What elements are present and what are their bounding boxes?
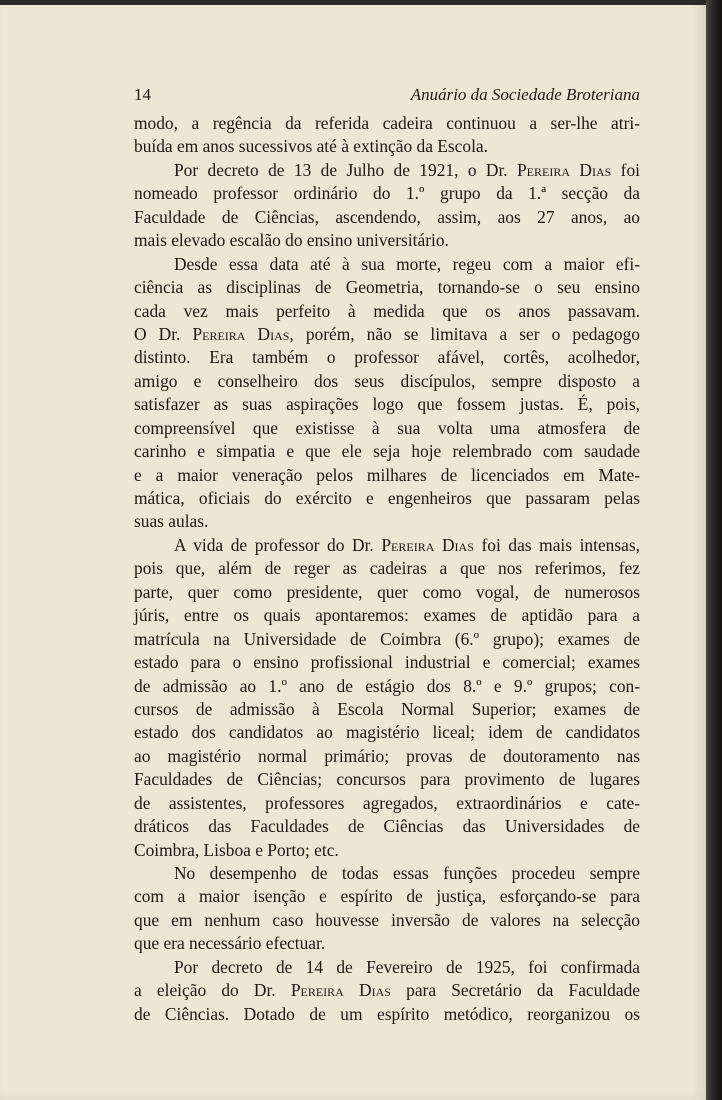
text-line — [134, 534, 640, 557]
text-line — [134, 346, 640, 369]
text-line — [134, 885, 640, 908]
text-line — [134, 182, 640, 205]
text-segment: de admissão ao 1.º ano de estágio dos 8.º e 9.º grupos; con- — [134, 675, 640, 696]
text-segment: O Dr. — [134, 323, 193, 344]
text-segment: estado para o ensino profissional industrial e comercial; exames — [134, 652, 640, 673]
text-segment: de assistentes, professores agregados, extraordinários e cate- — [134, 792, 640, 813]
text-segment: , porém, não se limitava a ser o pedagogo — [289, 323, 640, 344]
text-line — [134, 323, 640, 346]
paragraph — [134, 253, 640, 534]
text-segment: que era necessário efectuar. — [134, 933, 326, 954]
text-segment: júris, entre os quais apontaremos: exames de aptidão para a — [134, 605, 640, 626]
person-name-smallcaps: Pereira Dias — [192, 323, 290, 344]
text-segment: mais elevado escalão do ensino universitário. — [134, 230, 449, 251]
page-number: 14 — [134, 85, 151, 104]
text-segment: cursos de admissão à Escola Normal Superior; exames de — [134, 698, 640, 719]
paragraph — [134, 862, 640, 956]
text-line — [134, 721, 640, 744]
text-segment: de Ciências. Dotado de um espírito metódico, reorganizou os — [134, 1003, 640, 1024]
text-segment: buída em anos sucessivos até à extinção da Escola. — [134, 136, 488, 157]
text-segment: foi das mais intensas, — [473, 534, 640, 555]
text-segment: e a maior veneração pelos milhares de licenciados em Mate- — [134, 464, 640, 485]
text-segment: No desempenho de todas essas funções procedeu sempre — [174, 863, 640, 883]
paragraph — [134, 112, 640, 159]
text-segment: estado dos candidatos ao magistério liceal; idem de candidatos — [134, 722, 640, 743]
person-name-smallcaps: Pereira Dias — [290, 980, 391, 1001]
paragraph — [134, 534, 640, 862]
text-line — [134, 745, 640, 768]
text-line — [134, 839, 640, 862]
text-segment: com a maior isenção e espírito de justiça, esforçando-se para — [134, 886, 640, 907]
text-segment: compreensível que existisse à sua volta uma atmosfera de — [134, 417, 640, 438]
text-line — [134, 135, 640, 158]
text-line — [134, 909, 640, 932]
text-segment: mática, oficiais do exército e engenheiros que passaram pelas — [134, 488, 640, 508]
text-segment: amigo e conselheiro dos seus discípulos, sempre disposto a — [134, 370, 640, 391]
text-line — [134, 510, 640, 533]
text-line — [134, 792, 640, 815]
text-line — [134, 487, 640, 510]
text-segment: para Secretário da Faculdade — [390, 980, 640, 1001]
text-segment: suas aulas. — [134, 511, 209, 532]
body-text — [134, 112, 640, 1026]
text-line — [134, 581, 640, 604]
text-segment: Por decreto de 14 de Fevereiro de 1925, foi confirmada — [174, 956, 640, 977]
page-edge-shadow — [706, 0, 722, 1100]
text-segment: carinho e simpatia e que ele seja hoje relembrado com saudade — [134, 441, 640, 462]
text-line — [134, 300, 640, 323]
text-segment: a eleição do Dr. — [134, 980, 291, 1001]
running-title: Anuário da Sociedade Broteriana — [410, 85, 640, 104]
text-line — [134, 675, 640, 698]
text-segment: foi — [611, 159, 640, 180]
text-line — [134, 604, 640, 627]
text-segment: ciência as disciplinas de Geometria, tornando-se o seu ensino — [134, 277, 640, 298]
text-segment: Por decreto de 13 de Julho de 1921, o Dr. — [174, 159, 518, 180]
scan-top-border — [0, 0, 722, 5]
text-line — [134, 768, 640, 791]
text-line — [134, 956, 640, 979]
text-segment: parte, quer como presidente, quer como vogal, de numerosos — [134, 581, 640, 602]
text-line — [134, 370, 640, 393]
text-line — [134, 112, 640, 135]
text-line — [134, 253, 640, 276]
paragraph — [134, 956, 640, 1026]
text-line — [134, 628, 640, 651]
text-segment: satisfazer as suas aspirações logo que fossem justas. É, pois, — [134, 394, 640, 415]
text-line — [134, 440, 640, 463]
text-line — [134, 464, 640, 487]
person-name-smallcaps: Pereira Dias — [517, 159, 612, 180]
text-segment: pois que, além de reger as cadeiras a que nos referimos, fez — [134, 558, 640, 579]
paragraph — [134, 159, 640, 253]
page-header — [134, 83, 640, 107]
text-line — [134, 932, 640, 955]
text-segment: ao magistério normal primário; provas de doutoramento nas — [134, 745, 640, 766]
text-segment: cada vez mais perfeito à medida que os anos passavam. — [134, 300, 640, 321]
text-segment: Coimbra, Lisboa e Porto; etc. — [134, 839, 339, 860]
text-segment: Faculdades de Ciências; concursos para provimento de lugares — [134, 769, 640, 790]
text-line — [134, 815, 640, 838]
text-segment: A vida de professor do Dr. — [174, 534, 382, 555]
text-segment: dráticos das Faculdades de Ciências das Universidades de — [134, 816, 640, 837]
text-line — [134, 651, 640, 674]
text-line — [134, 159, 640, 182]
text-line — [134, 862, 640, 885]
text-segment: nomeado professor ordinário do 1.º grupo da 1.ª secção da — [134, 183, 640, 204]
text-segment: Faculdade de Ciências, ascendendo, assim, aos 27 anos, ao — [134, 206, 640, 227]
text-line — [134, 698, 640, 721]
text-segment: distinto. Era também o professor afável, cortês, acolhedor, — [134, 347, 640, 368]
text-line — [134, 206, 640, 229]
text-line — [134, 393, 640, 416]
text-segment: Desde essa data até à sua morte, regeu com a maior efi- — [174, 253, 640, 274]
text-segment: matrícula na Universidade de Coimbra (6.º grupo); exames de — [134, 628, 640, 649]
text-line — [134, 417, 640, 440]
text-line — [134, 229, 640, 252]
text-segment: que em nenhum caso houvesse inversão de valores na selecção — [134, 909, 640, 930]
text-line — [134, 1003, 640, 1026]
person-name-smallcaps: Pereira Dias — [381, 534, 474, 555]
text-segment: modo, a regência da referida cadeira continuou a ser-lhe atri- — [134, 113, 640, 133]
text-line — [134, 979, 640, 1002]
text-line — [134, 276, 640, 299]
text-line — [134, 557, 640, 580]
